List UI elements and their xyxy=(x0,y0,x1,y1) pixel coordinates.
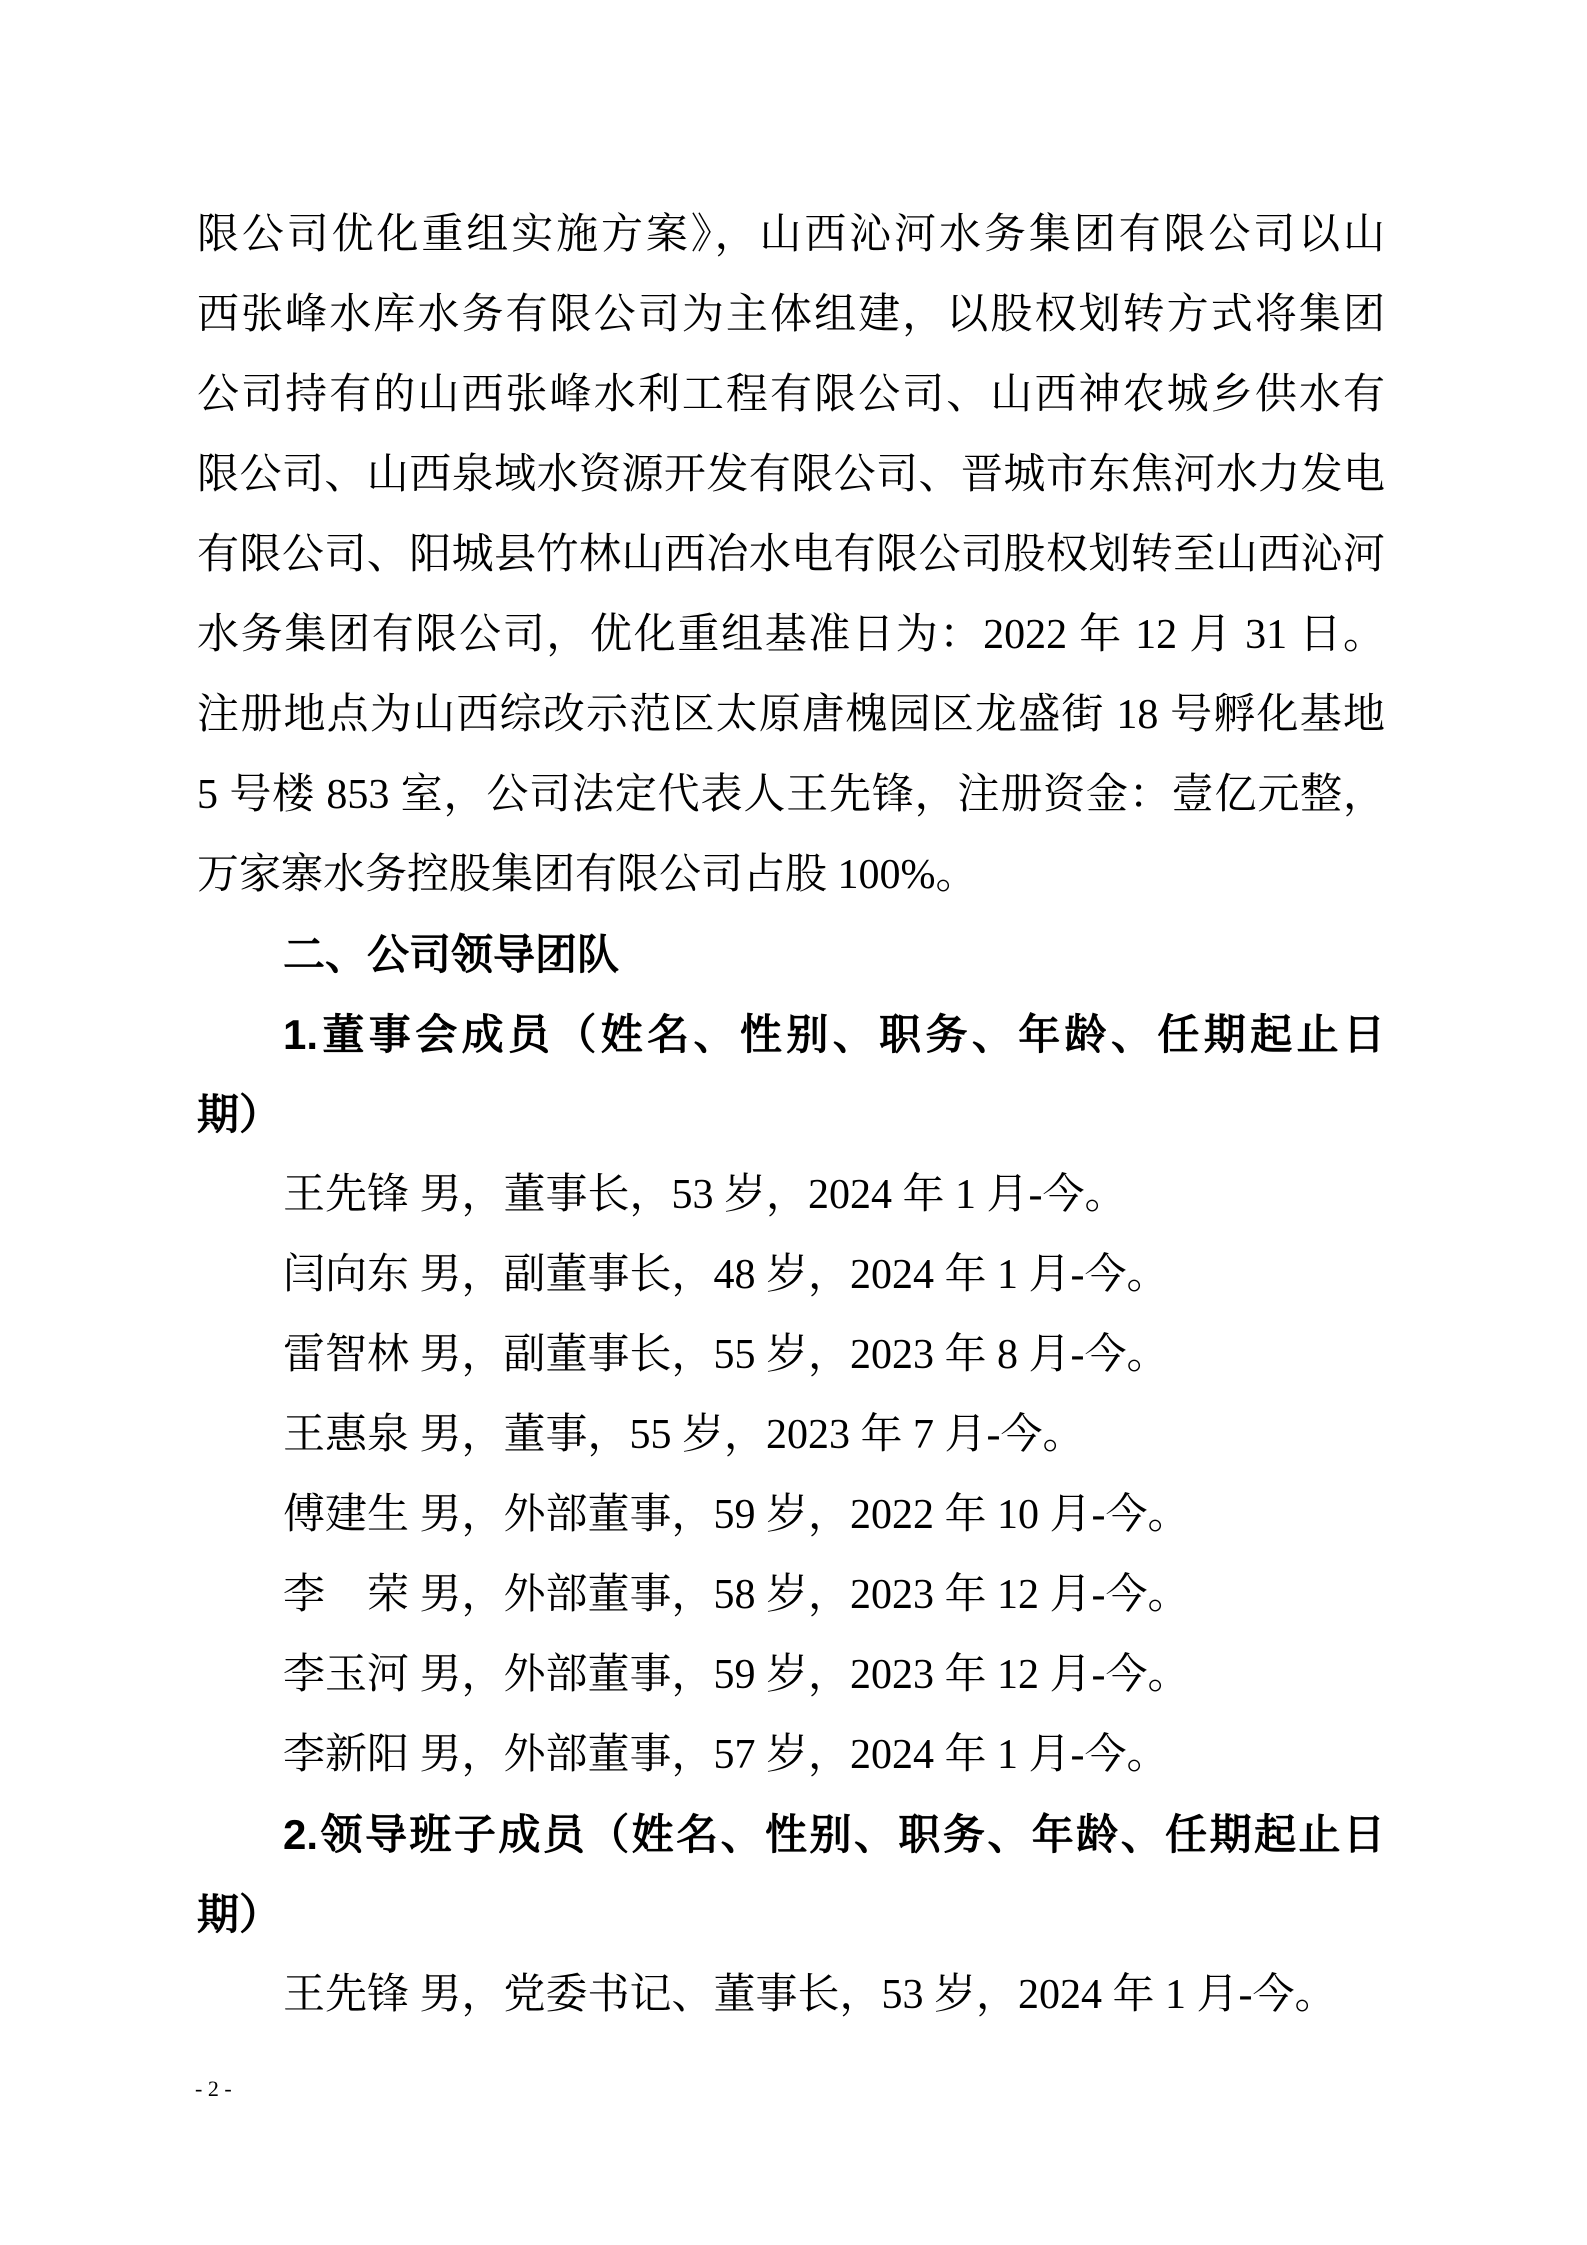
board-member-row: 雷智林 男，副董事长，55 岁，2023 年 8 月-今。 xyxy=(283,1332,1169,1378)
leadership-team-heading-line: 期） xyxy=(197,1891,282,1938)
board-member-row: 傅建生 男，外部董事，59 岁，2022 年 10 月-今。 xyxy=(283,1492,1190,1538)
paragraph-line: 公司持有的山西张峰水利工程有限公司、山西神农城乡供水有 xyxy=(197,372,1385,418)
board-member-row: 王惠泉 男，董事，55 岁，2023 年 7 月-今。 xyxy=(283,1412,1085,1458)
paragraph-line: 限公司、山西泉域水资源开发有限公司、晋城市东焦河水力发电 xyxy=(197,452,1385,498)
board-member-row: 李 荣 男，外部董事，58 岁，2023 年 12 月-今。 xyxy=(283,1572,1190,1618)
paragraph-line: 注册地点为山西综改示范区太原唐槐园区龙盛街 18 号孵化基地 xyxy=(197,692,1385,738)
leadership-member-row: 王先锋 男，党委书记、董事长，53 岁，2024 年 1 月-今。 xyxy=(283,1972,1337,2018)
board-member-row: 李玉河 男，外部董事，59 岁，2023 年 12 月-今。 xyxy=(283,1652,1190,1698)
paragraph-line: 西张峰水库水务有限公司为主体组建，以股权划转方式将集团 xyxy=(197,292,1385,338)
document-body xyxy=(197,195,1385,2035)
paragraph-line: 5 号楼 853 室，公司法定代表人王先锋，注册资金：壹亿元整， xyxy=(197,772,1385,818)
paragraph-line: 有限公司、阳城县竹林山西冶水电有限公司股权划转至山西沁河 xyxy=(197,532,1385,578)
paragraph-line: 限公司优化重组实施方案》，山西沁河水务集团有限公司以山 xyxy=(197,212,1385,258)
board-members-heading-line: 1.董事会成员（姓名、性别、职务、年龄、任期起止日 xyxy=(283,1011,1385,1058)
board-members-heading-line: 期） xyxy=(197,1091,282,1138)
section-heading: 二、公司领导团队 xyxy=(283,931,620,978)
board-member-row: 李新阳 男，外部董事，57 岁，2024 年 1 月-今。 xyxy=(283,1732,1169,1778)
paragraph-line: 万家寨水务控股集团有限公司占股 100%。 xyxy=(197,852,978,898)
leadership-team-heading-line: 2.领导班子成员（姓名、性别、职务、年龄、任期起止日 xyxy=(283,1811,1385,1858)
board-member-row: 王先锋 男，董事长，53 岁，2024 年 1 月-今。 xyxy=(283,1172,1127,1218)
paragraph-line: 水务集团有限公司，优化重组基准日为：2022 年 12 月 31 日。 xyxy=(197,612,1385,658)
page-number: - 2 - xyxy=(195,2076,232,2101)
board-member-row: 闫向东 男，副董事长，48 岁，2024 年 1 月-今。 xyxy=(283,1252,1169,1298)
